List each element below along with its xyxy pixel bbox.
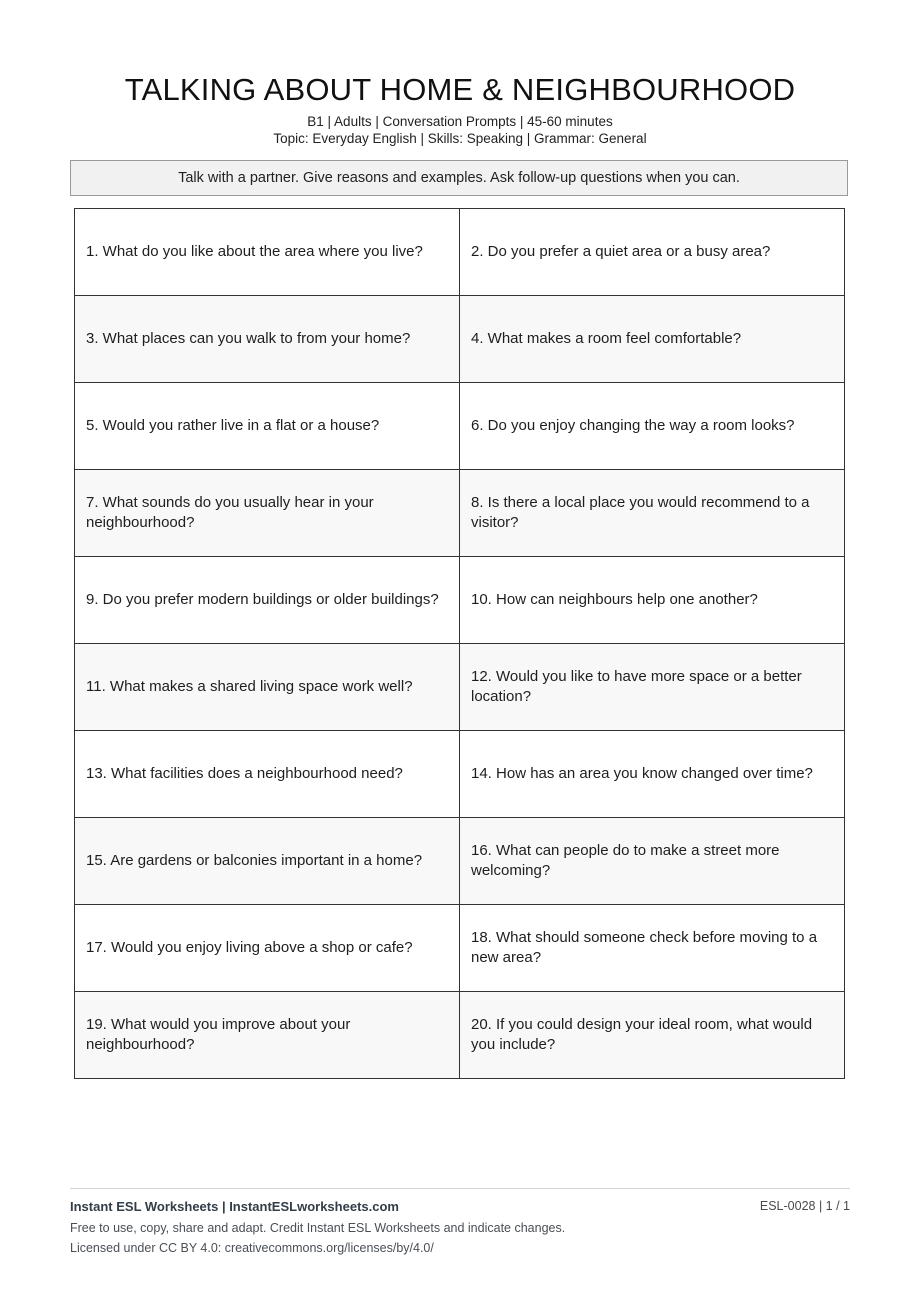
question-cell: 4. What makes a room feel comfortable?: [460, 296, 845, 383]
footer-license-text: Free to use, copy, share and adapt. Credit Instant ESL Worksheets and indicate changes.: [70, 1221, 566, 1235]
question-row: [75, 818, 845, 905]
question-cell: 14. How has an area you know changed over time?: [460, 731, 845, 818]
worksheet-topic-line: Topic: Everyday English | Skills: Speaking | Grammar: General: [273, 131, 647, 146]
question-cell: 2. Do you prefer a quiet area or a busy area?: [460, 209, 845, 296]
worksheet-title: TALKING ABOUT HOME & NEIGHBOURHOOD: [124, 72, 796, 107]
worksheet-meta-line: B1 | Adults | Conversation Prompts | 45-60 minutes: [307, 114, 613, 129]
question-cell: 17. Would you enjoy living above a shop or cafe?: [75, 905, 460, 992]
question-cell: 9. Do you prefer modern buildings or older buildings?: [75, 557, 460, 644]
question-cell: 13. What facilities does a neighbourhood need?: [75, 731, 460, 818]
question-cell: 11. What makes a shared living space work well?: [75, 644, 460, 731]
question-row: [75, 905, 845, 992]
question-cell: 18. What should someone check before moving to a new area?: [460, 905, 845, 992]
question-cell: 10. How can neighbours help one another?: [460, 557, 845, 644]
question-cell: 12. Would you like to have more space or a better location?: [460, 644, 845, 731]
question-cell: 1. What do you like about the area where you live?: [75, 209, 460, 296]
question-row: [75, 644, 845, 731]
question-cell: 15. Are gardens or balconies important in a home?: [75, 818, 460, 905]
question-row: [75, 209, 845, 296]
footer-brand: Instant ESL Worksheets | InstantESLworksheets.com: [70, 1199, 399, 1214]
footer-page-code: ESL-0028 | 1 / 1: [759, 1199, 850, 1213]
question-cell: 16. What can people do to make a street more welcoming?: [460, 818, 845, 905]
question-cell: 5. Would you rather live in a flat or a house?: [75, 383, 460, 470]
questions-grid: [74, 208, 845, 1079]
question-row: [75, 557, 845, 644]
question-row: [75, 470, 845, 557]
footer-divider: [70, 1188, 850, 1189]
question-cell: 8. Is there a local place you would recommend to a visitor?: [460, 470, 845, 557]
question-row: [75, 296, 845, 383]
question-cell: 19. What would you improve about your neighbourhood?: [75, 992, 460, 1079]
instructions-box: Talk with a partner. Give reasons and examples. Ask follow-up questions when you can.: [70, 160, 848, 196]
question-cell: 20. If you could design your ideal room, what would you include?: [460, 992, 845, 1079]
question-row: [75, 992, 845, 1079]
question-cell: 6. Do you enjoy changing the way a room looks?: [460, 383, 845, 470]
question-row: [75, 731, 845, 818]
question-row: [75, 383, 845, 470]
footer-license-link: Licensed under CC BY 4.0: creativecommons.org/licenses/by/4.0/: [70, 1241, 434, 1255]
question-cell: 7. What sounds do you usually hear in your neighbourhood?: [75, 470, 460, 557]
question-cell: 3. What places can you walk to from your home?: [75, 296, 460, 383]
